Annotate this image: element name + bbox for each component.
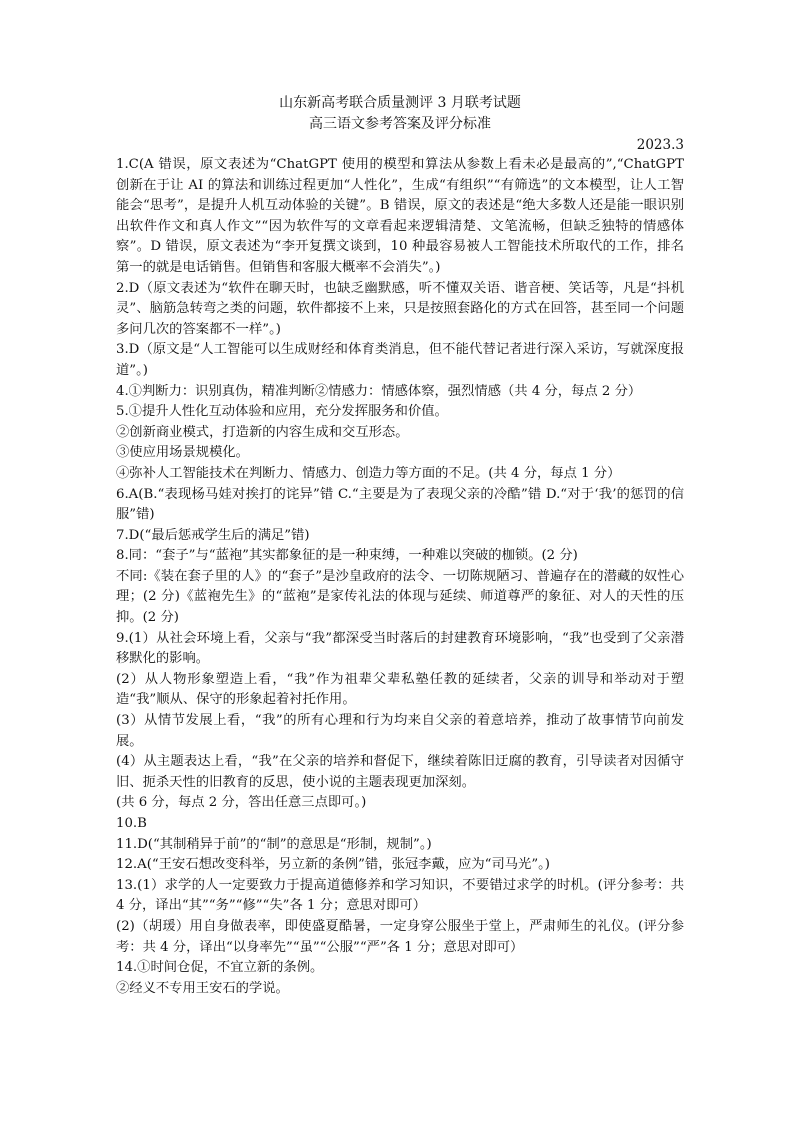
answer-paragraph: (2）从人物形象塑造上看，“我”作为祖辈父辈私塾任教的延续者，父亲的训导和举动对于塑造“我”顺从、保守的形象起着衬托作用。 (116, 671, 684, 708)
answer-paragraph: ②经义不专用王安石的学说。 (116, 980, 289, 996)
answer-paragraph: ③使应用场景规模化。 (116, 445, 249, 461)
answer-paragraph: 11.D(“其制稍异于前”的“制”的意思是“形制，规制”。) (116, 836, 432, 852)
answer-paragraph: 2.D（原文表述为“软件在聊天时，也缺乏幽默感，听不懂双关语、谐音梗、笑话等，凡是“抖机灵”、脑筋急转弯之类的问题，软件都接不上来，只是按照套路化的方式在回答，甚至同一个问题多问几次的答案都不一样”。) (116, 280, 684, 337)
answer-paragraph: 3.D（原文是“人工智能可以生成财经和体育类消息，但不能代替记者进行深入采访，写就深度报道”。) (116, 342, 684, 378)
answers-list (116, 155, 684, 999)
exam-date: 2023.3 (636, 137, 684, 153)
answer-paragraph: 9.(1）从社会环境上看，父亲与“我”都深受当时落后的封建教育环境影响，“我”也受到了父亲潜移默化的影响。 (116, 630, 684, 667)
answer-paragraph: 不同:《装在套子里的人》的“套子”是沙皇政府的法令、一切陈规陋习、普遍存在的潜藏的奴性心理；(2 分)《蓝袍先生》的“蓝袍”是家传礼法的体现与延续、师道尊严的象征、对人的天性的压抑。(2 分) (116, 568, 684, 626)
answer-paragraph: 10.B (116, 816, 147, 831)
answer-paragraph: ②创新商业模式，打造新的内容生成和交互形态。 (116, 424, 409, 440)
answer-key-title: 高三语文参考答案及评分标准 (309, 116, 491, 132)
answer-paragraph: 14.①时间仓促，不宜立新的条例。 (116, 960, 324, 976)
answer-paragraph: 1.C(A 错误，原文表述为“ChatGPT 使用的模型和算法从参数上看未必是最高的”,“ChatGPT 创新在于让 AI 的算法和训练过程更加“人性化”，生成“有组织”“有筛选”的文本模型，让人工智能会“思考”，是提升人机互动体验的关键”。B 错误，原文的表述是“绝大多数人还是能一眼识别出软件作文和真人作文”“因为软件写的文章看起来逻辑清楚、文笔流畅，但缺乏独特的情感体察”。D 错误，原文表述为“李开复撰文谈到，10 种最容易被人工智能技术所取代的工作，排名第一的就是电话销售。但销售和客服大概率不会消失”。) (116, 157, 684, 275)
exam-title: 山东新高考联合质量测评 3 月联考试题 (279, 95, 521, 111)
answer-paragraph: 6.A(B.“表现杨马娃对挨打的诧异”错 C.“主要是为了表现父亲的冷酷”错 D.“对于‘我’的惩罚的信服”错) (116, 486, 684, 523)
answer-paragraph: 4.①判断力：识别真伪，精准判断②情感力：情感体察，强烈情感（共 4 分，每点 2 分） (116, 383, 642, 399)
answer-paragraph: 13.(1）求学的人一定要致力于提高道德修养和学习知识，不要错过求学的时机。(评分参考：共 4 分，译出“其”“务”“修”“失”各 1 分；意思对即可） (116, 877, 684, 914)
answer-paragraph: (共 6 分，每点 2 分，答出任意三点即可。) (116, 795, 367, 811)
answer-paragraph: 8.同：“套子”与“蓝袍”其实都象征的是一种束缚，一种难以突破的枷锁。(2 分) (116, 548, 578, 564)
answer-paragraph: 12.A(“王安石想改变科举，另立新的条例”错，张冠李戴，应为“司马光”。) (116, 857, 550, 873)
answer-paragraph: 7.D(“最后惩戒学生后的满足”错) (116, 527, 310, 543)
answer-paragraph: 5.①提升人性化互动体验和应用，充分发挥服务和价值。 (116, 404, 448, 420)
answer-paragraph: (3）从情节发展上看，“我”的所有心理和行为均来自父亲的着意培养，推动了故事情节向前发展。 (116, 713, 684, 749)
answer-sheet (116, 93, 684, 999)
answer-paragraph: (4）从主题表达上看，“我”在父亲的培养和督促下，继续着陈旧迂腐的教育，引导读者对因循守旧、扼杀天性的旧教育的反思，使小说的主题表现更加深刻。 (116, 754, 684, 790)
answer-paragraph: ④弥补人工智能技术在判断力、情感力、创造力等方面的不足。(共 4 分，每点 1 分） (116, 465, 621, 481)
answer-paragraph: (2)（胡瑗）用自身做表率，即使盛夏酷暑，一定身穿公服坐于堂上，严肃师生的礼仪。(评分参考：共 4 分，译出“以身率先”“虽”“公服”“严”各 1 分；意思对即可） (116, 918, 684, 955)
